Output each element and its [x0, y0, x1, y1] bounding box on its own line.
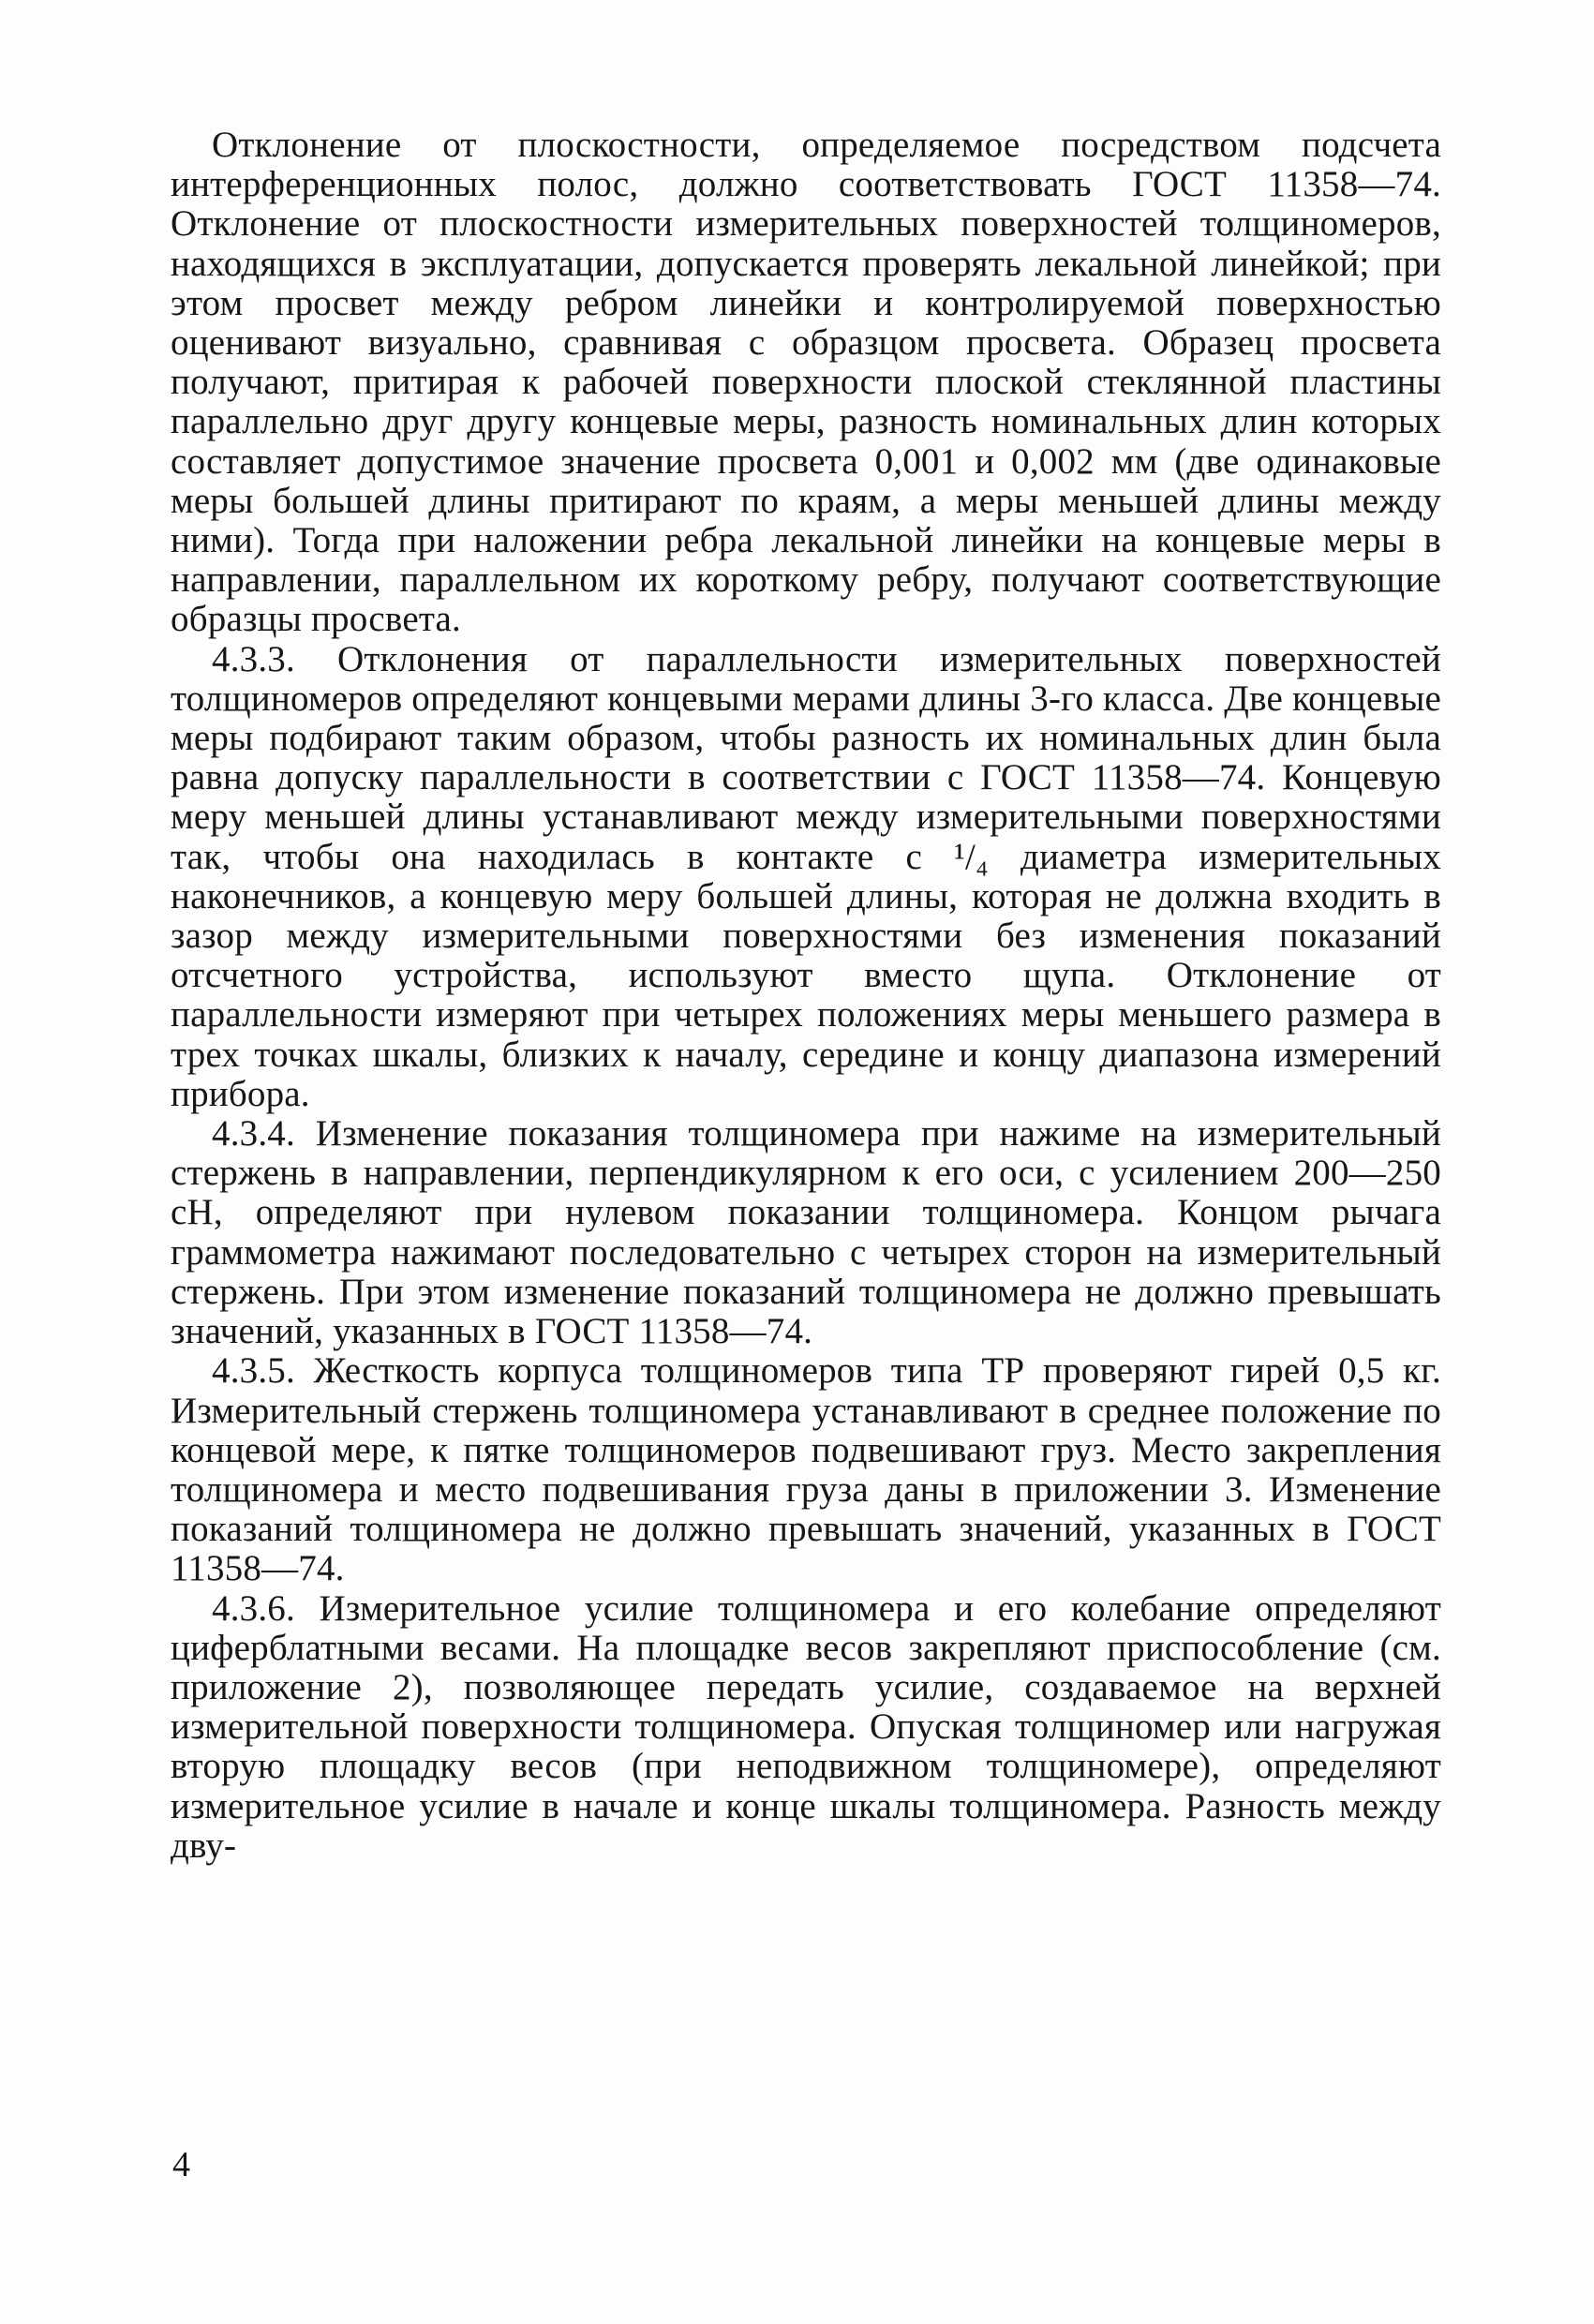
paragraph-4-3-5: 4.3.5. Жесткость корпуса толщиномеров типа ТР проверяют гирей 0,5 кг. Измерительный стержень толщиномера устанавливают в среднее положение по концевой мере, к пятке толщиномеров подвешивают груз. Место закрепления толщиномера и место подвешивания груза даны в приложении 3. Изменение показаний толщиномера не должно превышать значений, указанных в ГОСТ 11358—74.	[171, 1350, 1441, 1589]
paragraph-flatness-check: Отклонение от плоскостности, определяемое посредством подсчета интерференционных полос, должно соответствовать ГОСТ 11358—74. Отклонение от плоскостности измерительных поверхностей толщиномеров, находящихся в эксплуатации, допускается проверять лекальной линейкой; при этом просвет между ребром линейки и контролируемой поверхностью оценивают визуально, сравнивая с образцом просвета. Образец просвета получают, притирая к рабочей поверхности плоской стеклянной пластины параллельно друг другу концевые меры, разность номинальных длин которых составляет допустимое значение просвета 0,001 и 0,002 мм (две одинаковые меры большей длины притирают по краям, а меры меньшей длины между ними). Тогда при наложении ребра лекальной линейки на концевые меры в направлении, параллельном их короткому ребру, получают соответствующие образцы просвета.	[171, 125, 1441, 640]
page-number: 4	[172, 2145, 190, 2184]
paragraph-4-3-4: 4.3.4. Изменение показания толщиномера при нажиме на измерительный стержень в направлении, перпендикулярном к его оси, с усилением 200—250 сН, определяют при нулевом показании толщиномера. Концом рычага граммометра нажимают последовательно с четырех сторон на измерительный стержень. При этом изменение показаний толщиномера не должно превышать значений, указанных в ГОСТ 11358—74.	[171, 1113, 1441, 1352]
paragraph-4-3-3: 4.3.3. Отклонения от параллельности измерительных поверхностей толщиномеров определяют концевыми мерами длины 3-го класса. Две концевые меры подбирают таким образом, чтобы разность их номинальных длин была равна допуску параллельности в соответствии с ГОСТ 11358—74. Концевую меру меньшей длины устанавливают между измерительными поверхностями так, чтобы она находилась в контакте с ¹/₄ диаметра измерительных наконечников, а концевую меру большей длины, которая не должна входить в зазор между измерительными поверхностями без изменения показаний отсчетного устройства, используют вместо щупа. Отклонение от параллельности измеряют при четырех положениях меры меньшего размера в трех точках шкалы, близких к началу, середине и концу диапазона измерений прибора.	[171, 638, 1441, 1114]
body-text	[171, 126, 1441, 1866]
paragraph-4-3-6: 4.3.6. Измерительное усилие толщиномера и его колебание определяют циферблатными весами. На площадке весов закрепляют приспособление (см. приложение 2), позволяющее передать усилие, создаваемое на верхней измерительной поверхности толщиномера. Опуская толщиномер или нагружая вторую площадку весов (при неподвижном толщиномере), определяют измерительное усилие в начале и конце шкалы толщиномера. Разность между дву-	[171, 1587, 1441, 1866]
